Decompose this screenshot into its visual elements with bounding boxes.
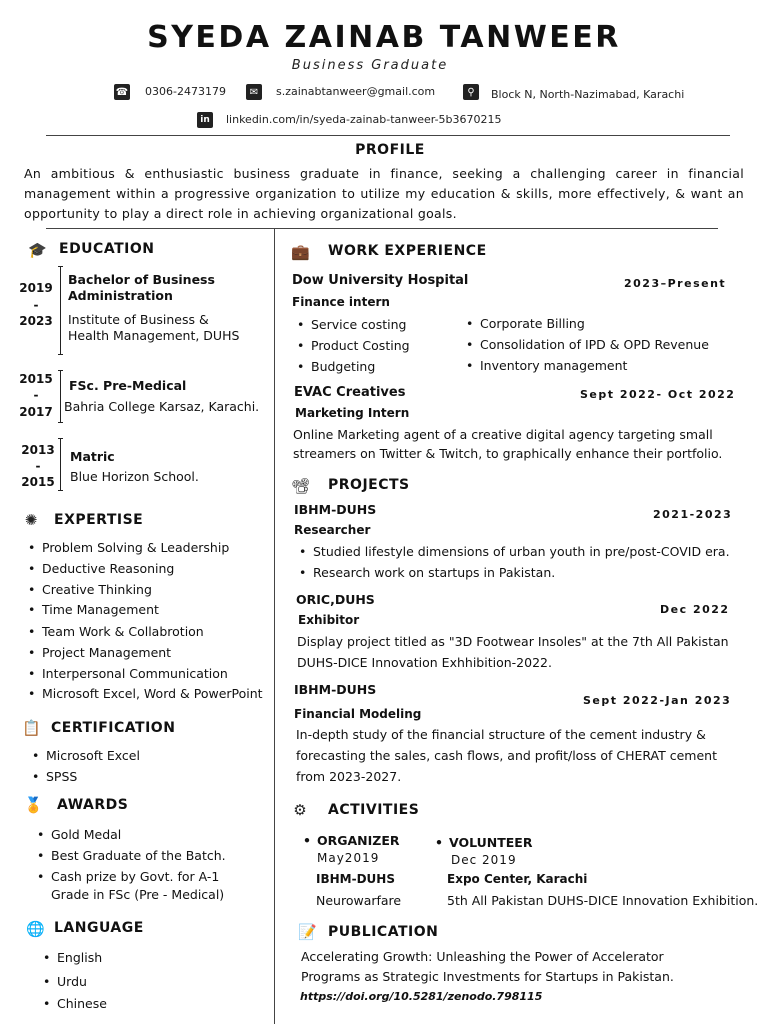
job1-duty: • Corporate Billing <box>480 316 585 331</box>
timeline-cap <box>58 490 63 491</box>
candidate-title: Business Graduate <box>291 58 449 73</box>
publication-title-line1: Accelerating Growth: Unleashing the Power of Accelerator <box>301 949 664 964</box>
job1-duty: • Product Costing <box>311 338 410 353</box>
expertise-heading: EXPERTISE <box>54 512 144 528</box>
column-divider <box>274 228 275 1024</box>
expertise-item: • Project Management <box>42 645 171 660</box>
award-item: • Cash prize by Govt. for A-1 <box>51 869 219 884</box>
edu3-dash: - <box>35 459 41 473</box>
publication-doi-link[interactable]: https://doi.org/10.5281/zenodo.798115 <box>300 990 543 1003</box>
profile-divider <box>46 228 718 229</box>
header-divider <box>46 135 730 136</box>
project1-role: Researcher <box>294 523 371 537</box>
email-icon: ✉ <box>246 84 262 100</box>
project2-date: Dec 2022 <box>660 603 730 616</box>
activities-heading: ACTIVITIES <box>328 802 420 818</box>
project2-org: ORIC,DUHS <box>296 592 375 607</box>
project3-role: Financial Modeling <box>294 707 422 721</box>
medal-icon: 🏅 <box>24 796 43 814</box>
address: Block N, North-Nazimabad, Karachi <box>491 88 685 101</box>
activity1-date: May2019 <box>317 851 380 865</box>
project1-date: 2021-2023 <box>653 508 733 521</box>
language-heading: LANGUAGE <box>54 920 144 936</box>
job1-role: Finance intern <box>292 295 390 309</box>
awards-heading: AWARDS <box>57 797 129 813</box>
award-item: • Best Graduate of the Batch. <box>51 848 226 863</box>
edu1-dash: - <box>33 298 39 312</box>
project3-desc-line3: from 2023-2027. <box>296 769 402 784</box>
publication-heading: PUBLICATION <box>328 924 439 940</box>
edu2-start: 2015 <box>19 372 53 386</box>
edu1-start: 2019 <box>19 281 53 295</box>
expertise-item: • Creative Thinking <box>42 582 152 597</box>
timeline-cap <box>58 422 63 423</box>
expertise-item: • Team Work & Collabrotion <box>42 624 204 639</box>
activity2-role: • VOLUNTEER <box>449 835 532 850</box>
edu2-school: Bahria College Karsaz, Karachi. <box>64 399 260 414</box>
job1-date: 2023–Present <box>624 277 727 290</box>
job2-desc-line1: Online Marketing agent of a creative digital agency targeting small <box>293 427 713 442</box>
activity1-org: IBHM-DUHS <box>316 872 395 886</box>
edu1-degree-line1: Bachelor of Business <box>68 272 215 287</box>
projects-heading: PROJECTS <box>328 477 410 493</box>
phone-icon: ☎ <box>114 84 130 100</box>
profile-heading: PROFILE <box>355 142 425 158</box>
linkedin-url[interactable]: linkedin.com/in/syeda-zainab-tanweer-5b3670215 <box>226 113 502 126</box>
expertise-item: • Microsoft Excel, Word & PowerPoint <box>42 686 263 701</box>
award-item: • Gold Medal <box>51 827 121 842</box>
job1-org: Dow University Hospital <box>292 273 469 288</box>
timeline-cap <box>58 266 63 267</box>
job1-duty: • Budgeting <box>311 359 375 374</box>
projector-icon: 📽 <box>291 477 311 495</box>
job1-duty: • Service costing <box>311 317 406 332</box>
expertise-item: • Time Management <box>42 602 159 617</box>
expertise-item: • Deductive Reasoning <box>42 561 174 576</box>
timeline-line <box>60 438 61 490</box>
job2-desc-line2: streamers on Twitter & Twitch, to graphically enhance their portfolio. <box>293 446 723 461</box>
project1-item: • Studied lifestyle dimensions of urban youth in pre/post-COVID era. <box>313 544 730 559</box>
activity1-role: • ORGANIZER <box>317 833 400 848</box>
edu2-degree: FSc. Pre-Medical <box>69 378 187 393</box>
work-heading: WORK EXPERIENCE <box>328 243 487 259</box>
edu3-end: 2015 <box>21 475 55 489</box>
job2-org: EVAC Creatives <box>294 385 406 400</box>
activities-icon: ⚙ <box>293 801 307 819</box>
candidate-name: SYEDA ZAINAB TANWEER <box>147 20 621 55</box>
education-heading: EDUCATION <box>59 241 155 257</box>
project2-desc-line1: Display project titled as "3D Footwear Insoles" at the 7th All Pakistan <box>297 634 729 649</box>
project2-desc-line2: DUHS-DICE Innovation Exhhibition-2022. <box>297 655 552 670</box>
timeline-line <box>60 370 61 422</box>
edu3-start: 2013 <box>21 443 55 457</box>
edu3-school: Blue Horizon School. <box>70 469 199 484</box>
edu3-degree: Matric <box>70 449 115 464</box>
activity2-org: Expo Center, Karachi <box>447 872 588 886</box>
language-item: • Chinese <box>57 996 107 1011</box>
location-icon: ⚲ <box>463 84 479 100</box>
language-item: • English <box>57 950 102 965</box>
job1-duty: • Inventory management <box>480 358 627 373</box>
project3-desc-line1: In-depth study of the financial structure of the cement industry & <box>296 727 706 742</box>
certification-item: • Microsoft Excel <box>46 748 140 763</box>
project3-desc-line2: forecasting the sales, cash flows, and profit/loss of CHERAT cement <box>296 748 717 763</box>
activity2-detail: 5th All Pakistan DUHS-DICE Innovation Exhibition. <box>447 893 759 908</box>
certification-heading: CERTIFICATION <box>51 720 176 736</box>
certification-item: • SPSS <box>46 769 77 784</box>
timeline-cap <box>58 354 63 355</box>
award-item-continued: Grade in FSc (Pre - Medical) <box>51 887 225 902</box>
activity1-detail: Neurowarfare <box>316 893 402 908</box>
edu1-end: 2023 <box>19 314 53 328</box>
publication-icon: 📝 <box>298 923 317 941</box>
email-address[interactable]: s.zainabtanweer@gmail.com <box>276 85 436 98</box>
edu1-school-line2: Health Management, DUHS <box>68 328 240 343</box>
job1-duty: • Consolidation of IPD & OPD Revenue <box>480 337 709 352</box>
timeline-cap <box>58 370 63 371</box>
globe-icon: 🌐 <box>26 920 45 938</box>
network-icon: ✺ <box>24 511 38 529</box>
edu2-dash: - <box>33 388 39 402</box>
project3-date: Sept 2022-Jan 2023 <box>583 694 732 707</box>
graduation-cap-icon: 🎓 <box>28 241 47 259</box>
publication-title-line2: Programs as Strategic Investments for Startups in Pakistan. <box>301 969 674 984</box>
briefcase-icon: 💼 <box>291 243 310 261</box>
job2-role: Marketing Intern <box>295 406 410 420</box>
edu2-end: 2017 <box>19 405 53 419</box>
project3-org: IBHM-DUHS <box>294 682 377 697</box>
activity2-date: Dec 2019 <box>451 853 517 867</box>
phone-number: 0306-2473179 <box>145 85 226 98</box>
project1-item: • Research work on startups in Pakistan. <box>313 565 555 580</box>
project2-role: Exhibitor <box>298 613 360 627</box>
edu1-degree-line2: Administration <box>68 288 173 303</box>
project1-org: IBHM-DUHS <box>294 502 377 517</box>
job2-date: Sept 2022- Oct 2022 <box>580 388 736 401</box>
edu1-school-line1: Institute of Business & <box>68 312 209 327</box>
certificate-icon: 📋 <box>22 719 41 737</box>
profile-text: An ambitious & enthusiastic business graduate in finance, seeking a challenging career in financial management within a progressive organization to utilize my education & skills, more effectively, & want an opportunity to play a direct role in achieving organizational goals. <box>24 166 744 221</box>
expertise-item: • Problem Solving & Leadership <box>42 540 229 555</box>
linkedin-icon: in <box>197 112 213 128</box>
timeline-cap <box>58 438 63 439</box>
language-item: • Urdu <box>57 974 87 989</box>
timeline-line <box>60 266 61 354</box>
expertise-item: • Interpersonal Communication <box>42 666 228 681</box>
